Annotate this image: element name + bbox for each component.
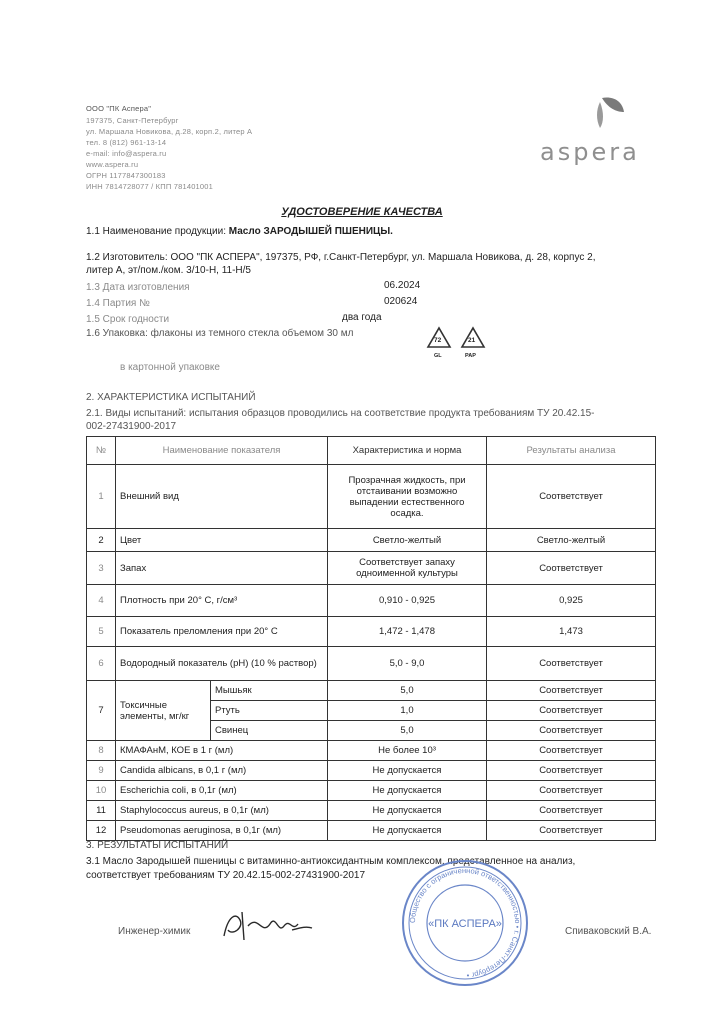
header-indicator: Наименование показателя	[116, 437, 328, 465]
document-title: УДОСТОВЕРЕНИЕ КАЧЕСТВА	[281, 206, 443, 218]
header-norm: Характеристика и норма	[328, 437, 487, 465]
section2-intro-2: 002-27431900-2017	[86, 421, 177, 432]
company-stamp-icon	[400, 858, 530, 988]
section2-intro-1: 2.1. Виды испытаний: испытания образцов проводились на соответствие продукта требованиям ТУ 20.42.15-	[86, 408, 595, 419]
section3-line-2: соответствует требованиям ТУ 20.42.15-002-27431900-2017	[86, 870, 366, 881]
table-row: 8 КМАФАнМ, КОЕ в 1 г (мл) Не более 10³ Соответствует	[87, 741, 656, 761]
company-address-2: ул. Маршала Новикова, д.28, корп.2, литер А	[86, 127, 253, 136]
table-row: 2 Цвет Светло-желтый Светло-желтый	[87, 529, 656, 552]
table-row: 11 Staphylococcus aureus, в 0,1г (мл) Не допускается Соответствует	[87, 801, 656, 821]
product-label: 1.1 Наименование продукции:	[86, 226, 226, 237]
table-header	[87, 437, 656, 465]
shelf-value: два года	[342, 312, 382, 323]
table-row: 4 Плотность при 20° С, г/см³ 0,910 - 0,925 0,925	[87, 585, 656, 617]
glass-recycle-label: GL	[434, 353, 442, 359]
stamp-center-text: «ПК АСПЕРА»	[428, 918, 502, 930]
shelf-label: 1.5 Срок годности	[86, 314, 170, 325]
header-result: Результаты анализа	[487, 437, 656, 465]
date-value: 06.2024	[384, 280, 421, 291]
table-row: 10 Escherichia coli, в 0,1г (мл) Не допускается Соответствует	[87, 781, 656, 801]
company-phone: тел. 8 (812) 961-13-14	[86, 138, 167, 147]
section3-line-1: 3.1 Масло Зародышей пшеницы с витаминно-антиоксидантным комплексом, представленное на анализ,	[86, 856, 576, 867]
paper-recycle-code: 21	[468, 337, 476, 344]
table-row: 12 Pseudomonas aeruginosa, в 0,1г (мл) Не допускается Соответствует	[87, 821, 656, 841]
section2-heading: 2. ХАРАКТЕРИСТИКА ИСПЫТАНИЙ	[86, 392, 256, 403]
pack-line-2: в картонной упаковке	[120, 362, 220, 373]
company-inn-kpp: ИНН 7814728077 / КПП 781401001	[86, 182, 214, 191]
toxic-group-label: Токсичные элементы, мг/кг	[116, 681, 211, 741]
date-label: 1.3 Дата изготовления	[86, 282, 190, 293]
maker-line-1: 1.2 Изготовитель: ООО "ПК АСПЕРА", 197375, РФ, г.Санкт-Петербург, ул. Маршала Новикова, д. 28, корпус 2,	[86, 252, 596, 263]
table-row: 5 Показатель преломления при 20° С 1,472 - 1,478 1,473	[87, 617, 656, 647]
batch-label: 1.4 Партия №	[86, 298, 150, 309]
product-value: Масло ЗАРОДЫШЕЙ ПШЕНИЦЫ.	[228, 226, 393, 237]
table-row: 7 Токсичные элементы, мг/кг Мышьяк 5,0 Соответствует	[87, 681, 656, 701]
company-name: ООО "ПК Аспера"	[86, 104, 152, 113]
product-line	[86, 226, 393, 237]
paper-recycle-label: PAP	[465, 353, 476, 359]
company-ogrn: ОГРН 1177847300183	[86, 171, 166, 180]
company-email: e-mail: info@aspera.ru	[86, 149, 167, 158]
table-row: 3 Запах Соответствует запаху одноименной культуры Соответствует	[87, 552, 656, 585]
table-row: 6 Водородный показатель (pH) (10 % раствор) 5,0 - 9,0 Соответствует	[87, 647, 656, 681]
stamp-ring-text: Общество с ограниченной ответственностью • г. Санкт-Петербург •	[407, 865, 523, 980]
batch-value: 020624	[384, 296, 418, 307]
signer-role: Инженер-химик	[118, 926, 191, 937]
company-site: www.aspera.ru	[86, 160, 139, 169]
maker-line-2: литер А, эт/пом./ком. 3/10-Н, 11-Н/5	[86, 265, 251, 276]
pack-line-1: 1.6 Упаковка: флаконы из темного стекла объемом 30 мл	[86, 328, 354, 339]
glass-recycle-code: 72	[434, 337, 442, 344]
header-number: №	[87, 437, 116, 465]
table-row: 9 Candida albicans, в 0,1 г (мл) Не допускается Соответствует	[87, 761, 656, 781]
table-row: 1 Внешний вид Прозрачная жидкость, при отстаивании возможно выпадении естественного осадка. Соответствует	[87, 465, 656, 529]
company-address-1: 197375, Санкт-Петербург	[86, 116, 179, 125]
quality-table	[86, 436, 656, 841]
table-row: Ртуть 1,0 Соответствует	[87, 701, 656, 721]
signer-name: Спиваковский В.А.	[565, 926, 652, 937]
section3-heading: 3. РЕЗУЛЬТАТЫ ИСПЫТАНИЙ	[86, 840, 229, 851]
table-row: Свинец 5,0 Соответствует	[87, 721, 656, 741]
logo-text: aspera	[540, 138, 640, 166]
signature-icon	[218, 906, 314, 946]
